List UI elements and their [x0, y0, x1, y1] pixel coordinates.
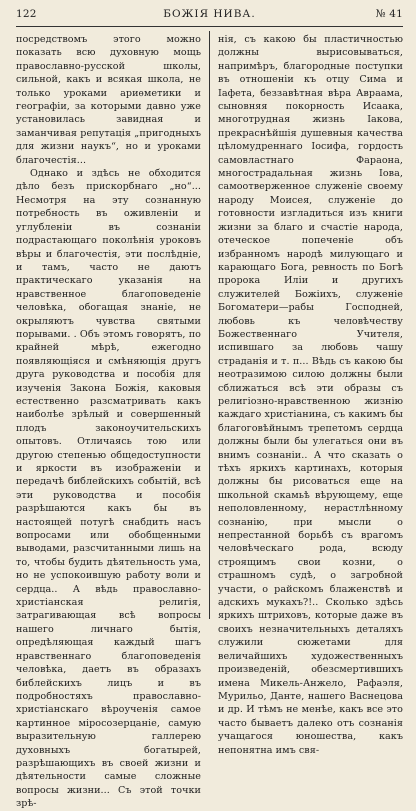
left-column: [16, 33, 209, 811]
journal-title: БОЖІЯ НИВА.: [163, 8, 256, 20]
left-paragraph-1: посредствомъ этого можно показать всю духовную мощь православно-русской школы, сильной, какъ и всякая школа, не только уроками ариѳметики и географіи, за которыми давно уже установилась завидная и заманчивая репутація „пригодныхъ для жизни наукъ“, но и уроками благочестія...: [16, 34, 201, 166]
text-columns: [16, 33, 403, 811]
right-paragraph-1: нія, съ какою бы пластичностью должны вырисовываться, напримѣръ, благородные поступки въ отношеніи къ отцу Сима и Іафета, беззавѣтная вѣра Авраама, сыновняя покорность Исаака, многотрудная жизнь Іакова, прекраснѣйшія душевныя качества цѣломудреннаго Іосифа, гордость самовластнаго Фараона, многострадальная жизнь Іова, самоотверженное служеніе своему народу Моисея, служеніе до готовности изгладиться изъ книги жизни за благо и счастіе народа, отеческое попеченіе объ избранномъ народѣ милующаго и карающаго Бога, ревность по Богѣ пророка Иліи и другихъ служителей Божіихъ, служеніе Богоматери—рабы Господней, любовь къ человѣчеству Божественнаго Учителя, испившаго за любовь чашу страданія и т. п... Вѣдь съ какою бы неотразимою силою должны были сближаться всѣ эти образы съ религіозно-нравственною жизнію каждаго христіанина, съ какимъ бы благоговѣйнымъ трепетомъ сердца должны были бы улегаться они въ внимъ сознаніи.. А что сказать о тѣхъ яркихъ картинахъ, которыя должны бы рисоваться еще на школьной скамьѣ вѣрующему, еще неполовленному, нерастлѣнному сознанію, при мысли о непрестанной борьбѣ съ врагомъ человѣческаго рода, всюду строящимъ свои козни, о страшномъ судѣ, о загробной участи, о райскомъ блаженствѣ и адскихъ мукахъ?!.. Сколько здѣсь яркихъ штриховъ, которые даже въ своихъ незначительныхъ деталяхъ служили сюжетами для величайшихъ художественныхъ произведеній, обезсмертившихъ имена Микель-Анжело, Рафаэля, Мурильо, Данте, нашего Васнецова и др. И тѣмъ не менѣе, какъ все это часто бываетъ далеко отъ сознанія учащагося юношества, какъ непонятна имъ свя-: [218, 34, 403, 756]
page-number: 122: [16, 8, 37, 20]
right-column: [210, 33, 403, 811]
issue-number: № 41: [375, 8, 403, 20]
header-rule: [16, 26, 403, 27]
left-paragraph-2: Однако и здѣсь не обходится дѣло безъ прискорбнаго „но“... Несмотря на эту сознанную потребность въ оживленіи и углубленіи въ сознаніи подрастающаго поколѣнія уроковъ вѣры и благочестія, эти послѣдніе, и тамъ, часто не даютъ практическаго указанія на нравственное благоповеденіе человѣка, обогащая знаніе, не окрыляютъ чувства святыми порывами. . Объ этомъ говорятъ, по крайней мѣрѣ, ежегодно появляющіяся и смѣняющія другъ друга руководства и пособія для изученія Закона Божія, каковыя естественно разсматривать какъ наиболѣе зрѣлый и совершенный плодъ законоучительскихъ опытовъ. Отличаясь тою или другою степенью общедоступности и яркости въ изображеніи и передачѣ библейскихъ событій, всѣ эти руководства и пособія разрѣшаются какъ бы въ настоящей потугѣ снабдить насъ вопросами или обобщенными выводами, разсчитанными лишь на то, чтобы будить дѣятельность ума, но не успокоившую работу воли и сердца.. А вѣдь православно-христіанская религія, затрагивающая всѣ вопросы нашего личнаго бытія, опредѣляющая каждый шагъ нравственнаго благоповеденія человѣка, даетъ въ образахъ библейскихъ лицъ и въ подробностяхъ православно-христіанскаго вѣроученія самое картинное міросозерцаніе, самую выразительную галлерею духовныхъ богатырей, разрѣшающихъ въ своей жизни и дѣятельности самые сложные вопросы жизни... Съ этой точки зрѣ-: [16, 168, 201, 810]
running-header: [16, 6, 403, 24]
